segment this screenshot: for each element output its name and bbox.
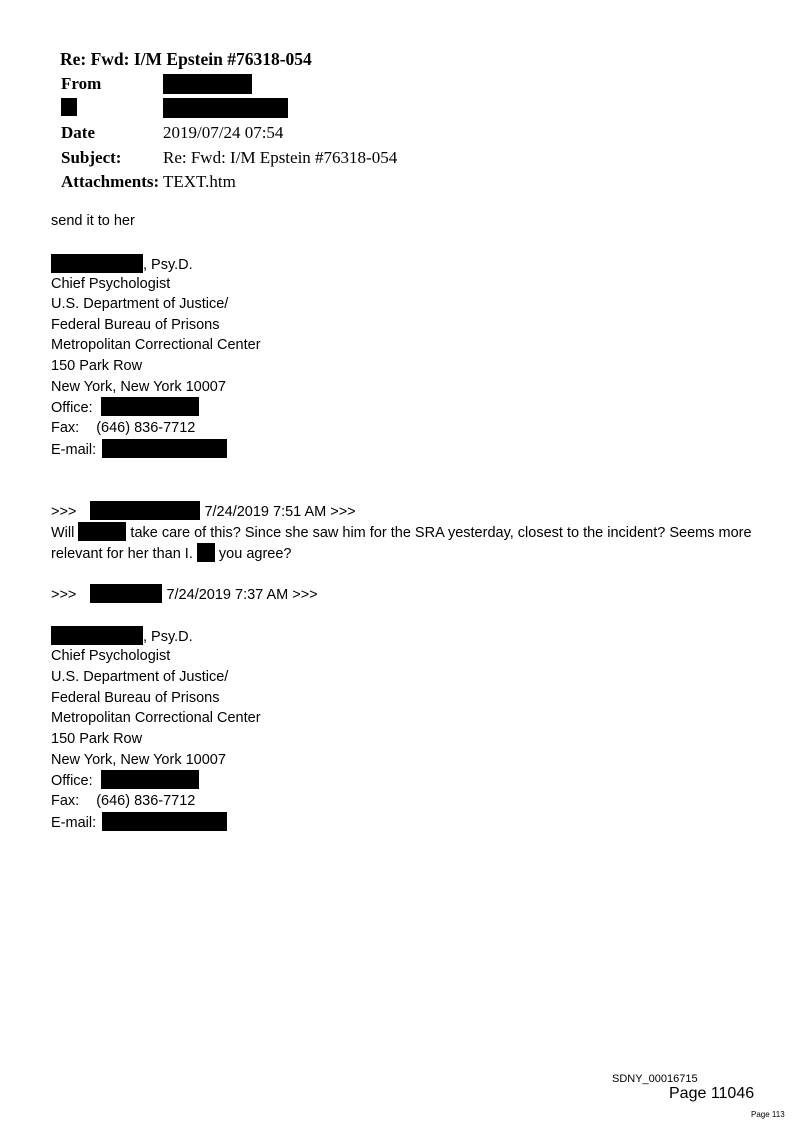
quote-line [51, 543, 291, 564]
email-line [51, 439, 227, 460]
redaction-box [163, 74, 252, 94]
subject-label: Subject: [61, 148, 122, 167]
signature-line: U.S. Department of Justice/ [51, 669, 229, 685]
signature-line: Metropolitan Correctional Center [51, 337, 261, 353]
fax-value: (646) 836-7712 [96, 420, 196, 436]
signature-line: New York, New York 10007 [51, 379, 226, 395]
redaction-box [90, 584, 162, 603]
redaction-box [163, 98, 288, 118]
signature-line: Chief Psychologist [51, 648, 171, 664]
subject-value: Re: Fwd: I/M Epstein #76318-054 [163, 148, 398, 167]
fax-line [51, 418, 195, 438]
redaction-box [90, 501, 200, 520]
attachments-value: TEXT.htm [163, 172, 236, 191]
signature-line: Federal Bureau of Prisons [51, 317, 220, 333]
signature-line: 150 Park Row [51, 731, 143, 747]
bates-number: SDNY_00016715 [612, 1073, 698, 1085]
redaction-box [102, 812, 227, 831]
office-line [51, 397, 199, 418]
quote-prefix: >>> [51, 504, 77, 520]
from-label: From [61, 74, 102, 93]
signature-name-line [51, 254, 193, 275]
redaction-box [51, 626, 143, 645]
reply-text: send it to her [51, 213, 135, 229]
quote-timestamp: 7/24/2019 7:37 AM >>> [166, 587, 318, 603]
redaction-box [101, 397, 199, 416]
office-label: Office: [51, 773, 93, 789]
fax-label: Fax: [51, 420, 80, 436]
redaction-box [102, 439, 227, 458]
quote-header [51, 584, 318, 605]
signature-line: 150 Park Row [51, 358, 143, 374]
date-value: 2019/07/24 07:54 [163, 123, 284, 142]
signature-line: U.S. Department of Justice/ [51, 296, 229, 312]
redaction-box [78, 522, 126, 541]
quote-line [51, 522, 752, 543]
office-line [51, 770, 199, 791]
signature-line: Chief Psychologist [51, 276, 171, 292]
fax-line [51, 791, 195, 811]
signature-line: Metropolitan Correctional Center [51, 710, 261, 726]
signature-line: Federal Bureau of Prisons [51, 690, 220, 706]
quote-text: relevant for her than I. [51, 546, 193, 562]
fax-label: Fax: [51, 793, 80, 809]
redaction-box [101, 770, 199, 789]
page-number: Page 11046 [669, 1085, 755, 1102]
quote-header [51, 501, 356, 522]
quote-text: you agree? [218, 546, 292, 562]
small-page-number: Page 113 [751, 1110, 785, 1119]
email-label: E-mail: [51, 815, 97, 831]
quote-prefix: >>> [51, 587, 77, 603]
email-label: E-mail: [51, 442, 97, 458]
signature-name-line [51, 626, 193, 647]
signature-line: New York, New York 10007 [51, 752, 226, 768]
email-line [51, 812, 227, 833]
fax-value: (646) 836-7712 [96, 793, 196, 809]
attachments-label: Attachments: [61, 172, 160, 191]
redaction-box [51, 254, 143, 273]
redaction-box [197, 543, 215, 562]
redaction-box [61, 98, 77, 116]
quote-text: Will [51, 525, 75, 541]
name-suffix: , Psy.D. [143, 257, 193, 273]
date-label: Date [61, 123, 95, 142]
quote-timestamp: 7/24/2019 7:51 AM >>> [204, 504, 356, 520]
name-suffix: , Psy.D. [143, 629, 193, 645]
quote-text: take care of this? Since she saw him for the SRA yesterday, closest to the incident? Seems more [130, 525, 752, 541]
office-label: Office: [51, 400, 93, 416]
email-title: Re: Fwd: I/M Epstein #76318-054 [60, 49, 312, 69]
